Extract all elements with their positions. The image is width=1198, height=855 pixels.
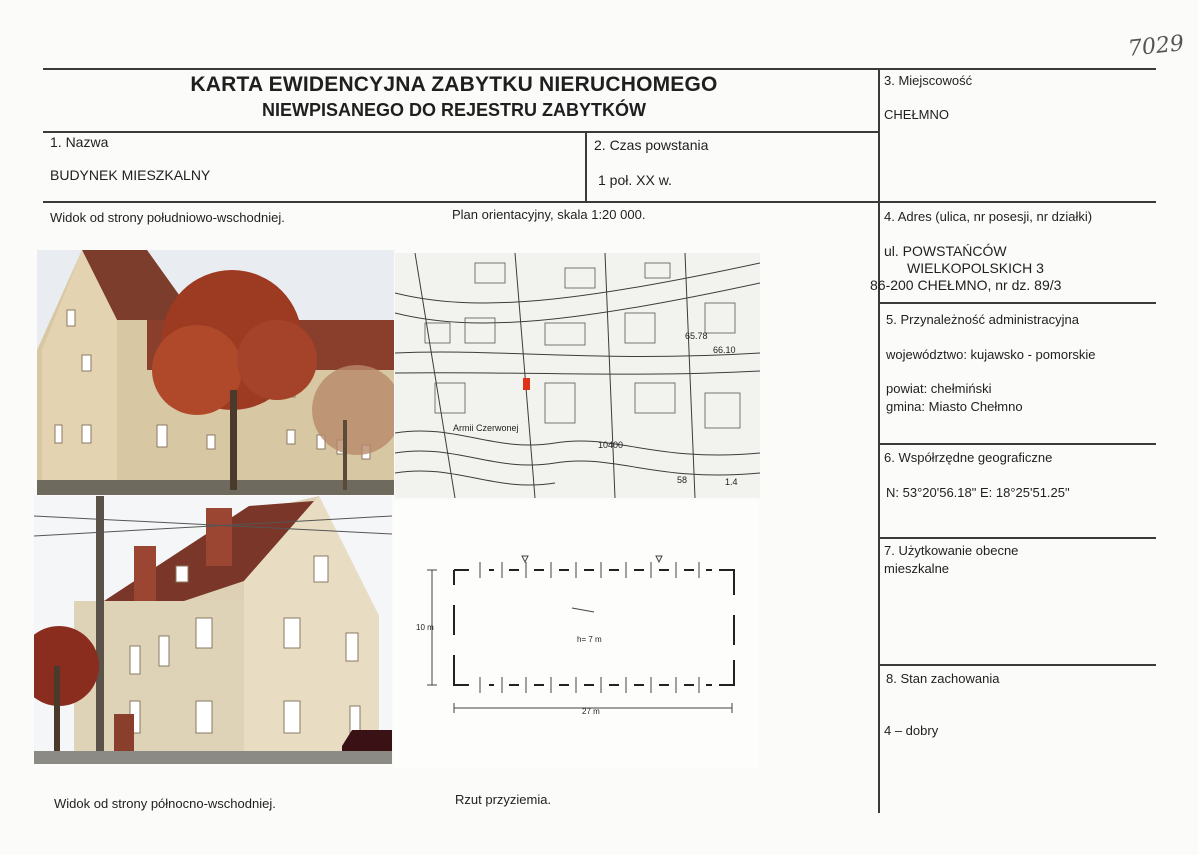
map-label-num1: 10400 — [598, 440, 624, 450]
state-value: 4 – dobry — [884, 723, 939, 738]
floor-plan — [394, 500, 758, 768]
caption-photo-se: Widok od strony południowo-wschodniej. — [50, 210, 285, 225]
map-label-num2: 65.78 — [685, 331, 708, 341]
photo-south-east — [37, 250, 394, 495]
address-line1: ul. POWSTAŃCÓW — [884, 243, 1007, 259]
name-label: 1. Nazwa — [50, 134, 109, 150]
right-sep-3 — [879, 537, 1156, 539]
caption-photo-ne: Widok od strony północno-wschodniej. — [54, 796, 276, 811]
address-line2: WIELKOPOLSKICH 3 — [907, 260, 1044, 276]
voivodeship-value: województwo: kujawsko - pomorskie — [886, 347, 1096, 362]
header-bottom-line — [43, 131, 879, 133]
right-column-divider — [878, 68, 880, 813]
plan-width-label: 27 m — [582, 707, 600, 716]
plan-height-label: 10 m — [416, 623, 434, 632]
orientation-map — [395, 253, 760, 498]
caption-plan: Rzut przyziemia. — [455, 792, 552, 807]
commune-value: gmina: Miasto Chełmno — [886, 399, 1023, 414]
name-date-divider — [585, 131, 587, 201]
name-value: BUDYNEK MIESZKALNY — [50, 167, 211, 183]
frame-top-line — [43, 68, 1156, 70]
date-label: 2. Czas powstania — [594, 137, 709, 153]
map-label-street: Armii Czerwonej — [453, 423, 519, 433]
map-label-num4: 1.4 — [725, 477, 738, 487]
county-value: powiat: chełmiński — [886, 381, 992, 396]
handwritten-number: 7029 — [1126, 31, 1186, 62]
admin-label: 5. Przynależność administracyjna — [886, 312, 1079, 327]
place-value: CHEŁMNO — [884, 107, 950, 122]
place-label: 3. Miejscowość — [884, 73, 973, 88]
card-title: KARTA EWIDENCYJNA ZABYTKU NIERUCHOMEGO — [190, 73, 718, 96]
map-label-num5: 58 — [677, 475, 688, 485]
fields-bottom-line — [43, 201, 1156, 203]
coords-label: 6. Współrzędne geograficzne — [884, 450, 1053, 465]
date-value: 1 poł. XX w. — [598, 172, 672, 188]
photo-north-east — [34, 496, 392, 764]
right-sep-1 — [879, 302, 1156, 304]
caption-map: Plan orientacyjny, skala 1:20 000. — [452, 207, 646, 222]
right-sep-4 — [879, 664, 1156, 666]
use-label: 7. Użytkowanie obecne — [884, 543, 1019, 558]
map-label-num3: 66.10 — [713, 345, 736, 355]
card-subtitle: NIEWPISANEGO DO REJESTRU ZABYTKÓW — [261, 100, 647, 120]
coords-value: N: 53°20'56.18" E: 18°25'51.25" — [886, 485, 1070, 500]
address-label: 4. Adres (ulica, nr posesji, nr działki) — [884, 209, 1093, 224]
state-label: 8. Stan zachowania — [886, 671, 1000, 686]
plan-h-label: h= 7 m — [577, 635, 602, 644]
right-sep-2 — [879, 443, 1156, 445]
use-value: mieszkalne — [884, 561, 950, 576]
address-line3: 86-200 CHEŁMNO, nr dz. 89/3 — [870, 277, 1062, 293]
